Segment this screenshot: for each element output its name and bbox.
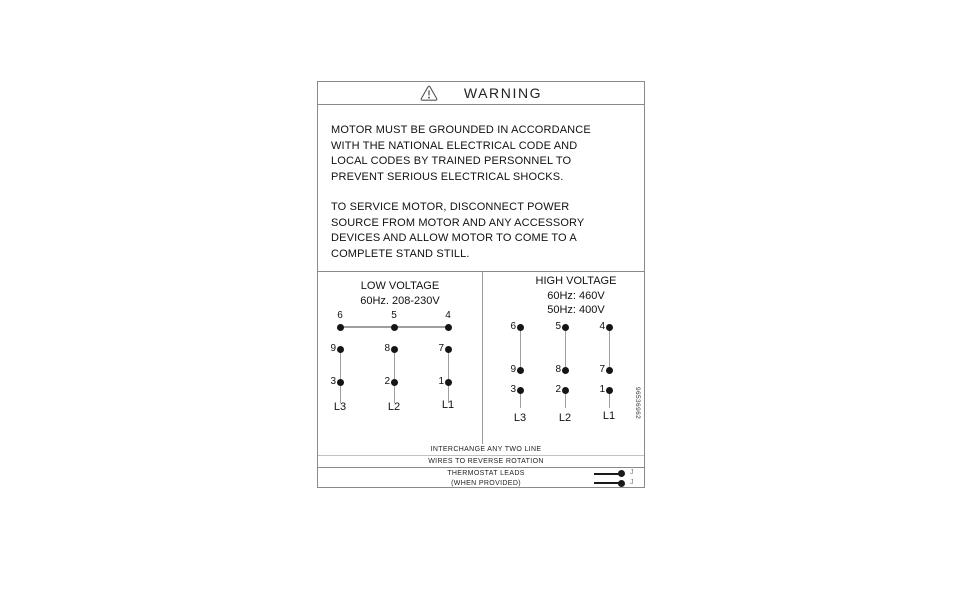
warning-text-line: DEVICES AND ALLOW MOTOR TO COME TO A xyxy=(331,232,577,244)
thermostat-leads-row-2 xyxy=(318,479,644,487)
terminal-dot xyxy=(517,324,524,331)
thermostat-lead-wire xyxy=(594,482,620,484)
thermostat-provided-text: (WHEN PROVIDED) xyxy=(451,479,521,487)
terminal-number: 2 xyxy=(384,376,390,387)
terminal-dot xyxy=(337,346,344,353)
terminal-dot xyxy=(606,367,613,374)
warning-text-line: SOURCE FROM MOTOR AND ANY ACCESSORY xyxy=(331,216,585,229)
low-voltage-title: LOW VOLTAGE xyxy=(360,280,440,292)
low-voltage-wire xyxy=(394,349,395,403)
warning-header xyxy=(318,82,644,105)
warning-paragraph-1 xyxy=(331,123,631,185)
high-voltage-title: HIGH VOLTAGE xyxy=(535,275,617,287)
terminal-dot xyxy=(391,346,398,353)
terminal-number: 5 xyxy=(555,321,561,332)
terminal-number: 5 xyxy=(391,310,397,321)
wiring-diagrams-section xyxy=(318,271,644,444)
warning-text-line: WITH THE NATIONAL ELECTRICAL CODE AND xyxy=(331,139,578,152)
terminal-dot xyxy=(337,379,344,386)
high-voltage-subtitle-50hz: 50Hz: 400V xyxy=(547,304,605,316)
thermostat-lead-label: J xyxy=(630,478,634,486)
high-voltage-wire xyxy=(520,328,521,371)
warning-text-line: LOCAL CODES BY TRAINED PERSONNEL TO xyxy=(331,155,572,167)
warning-text-line: PREVENT SERIOUS ELECTRICAL SHOCKS. xyxy=(331,170,564,183)
terminal-number: 6 xyxy=(337,310,343,321)
terminal-number: 8 xyxy=(384,343,390,354)
footer-section xyxy=(318,444,644,487)
terminal-dot xyxy=(391,324,398,331)
low-voltage-wire xyxy=(340,349,341,403)
voltage-section-divider xyxy=(482,272,483,444)
line-label: L1 xyxy=(441,399,455,411)
terminal-number: 3 xyxy=(510,384,516,395)
high-voltage-wire xyxy=(565,328,566,371)
high-voltage-title-block xyxy=(498,274,654,318)
terminal-number: 9 xyxy=(330,343,336,354)
terminal-number: 9 xyxy=(510,364,516,375)
low-voltage-title-block xyxy=(318,279,482,309)
line-label: L2 xyxy=(387,401,401,413)
thermostat-lead-dot xyxy=(618,470,625,477)
terminal-number: 2 xyxy=(555,384,561,395)
line-label: L2 xyxy=(558,412,572,424)
line-label: L3 xyxy=(513,412,527,424)
terminal-dot xyxy=(606,387,613,394)
terminal-dot xyxy=(517,367,524,374)
thermostat-lead-label: J xyxy=(630,469,634,476)
warning-text-line: MOTOR MUST BE GROUNDED IN ACCORDANCE xyxy=(331,124,591,136)
high-voltage-subtitle-60hz: 60Hz: 460V xyxy=(547,289,605,302)
terminal-dot xyxy=(337,324,344,331)
terminal-dot xyxy=(562,324,569,331)
warning-text-line: COMPLETE STAND STILL. xyxy=(331,247,470,260)
rotation-note-text: WIRES TO REVERSE ROTATION xyxy=(428,458,544,465)
line-label: L1 xyxy=(602,410,616,422)
terminal-dot xyxy=(517,387,524,394)
rotation-note-text: INTERCHANGE ANY TWO LINE xyxy=(430,446,542,453)
terminal-dot xyxy=(445,379,452,386)
terminal-dot xyxy=(562,367,569,374)
warning-text-line: TO SERVICE MOTOR, DISCONNECT POWER xyxy=(331,201,570,213)
rotation-note-row-2 xyxy=(318,456,644,468)
terminal-number: 6 xyxy=(510,321,516,332)
terminal-number: 7 xyxy=(438,343,444,354)
thermostat-lead-dot xyxy=(618,480,625,487)
warning-triangle-icon xyxy=(420,85,438,101)
part-number: 96536962 xyxy=(634,387,641,420)
terminal-number: 4 xyxy=(599,321,605,332)
terminal-dot xyxy=(445,346,452,353)
warning-text-block xyxy=(318,104,644,262)
terminal-number: 7 xyxy=(599,364,605,375)
thermostat-lead-wire xyxy=(594,473,620,475)
terminal-number: 3 xyxy=(330,376,336,387)
terminal-dot xyxy=(606,324,613,331)
terminal-dot xyxy=(445,324,452,331)
warning-paragraph-2 xyxy=(331,200,631,262)
low-voltage-subtitle: 60Hz. 208-230V xyxy=(360,295,440,307)
terminal-dot xyxy=(562,387,569,394)
thermostat-leads-text: THERMOSTAT LEADS xyxy=(447,470,525,477)
line-label: L3 xyxy=(333,401,347,413)
warning-title: WARNING xyxy=(463,85,543,101)
rotation-note-row-1 xyxy=(318,444,644,456)
low-voltage-wire xyxy=(448,349,449,403)
terminal-number: 1 xyxy=(599,384,605,395)
thermostat-leads-row-1 xyxy=(318,468,644,479)
terminal-number: 8 xyxy=(555,364,561,375)
terminal-number: 4 xyxy=(445,310,451,321)
terminal-dot xyxy=(391,379,398,386)
high-voltage-wire xyxy=(609,328,610,371)
motor-warning-label xyxy=(317,81,645,488)
terminal-number: 1 xyxy=(438,376,444,387)
